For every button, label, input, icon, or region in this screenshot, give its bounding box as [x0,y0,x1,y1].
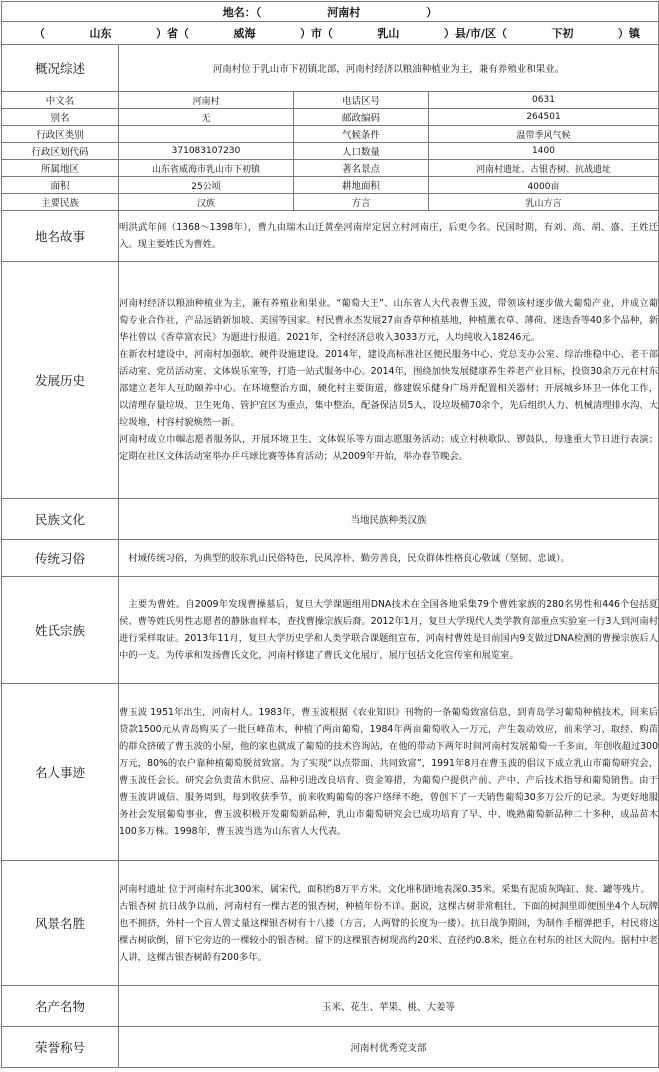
farmland-label: 耕地面积 [294,177,429,194]
phone-code-value: 0631 [429,92,659,109]
people-paragraph: 曹玉波 1951年出生，河南村人。1983年，曹玉波根据《农业知识》刊物的一条葡萄致富信息，到青岛学习葡萄种植技术，回来后贷款1500元从青岛购买了一批巨峰苗木，种植了两亩葡萄，1984年两亩葡萄收入一万元，产生轰动效应，前来学习、取经、购苗的群众挤破了曹玉波的小屋，他的家也就成了葡萄的技术咨询站，在他的带动下两年时间河南村发展葡萄一千多亩，年创收超过300万元，80%的农户靠种植葡萄脱贫致富。为了实现“以点带面、共同致富”，1991年8月在曹玉波的倡议下成立乳山市葡萄研究会，曹玉波任会长。研究会负责苗木供应、品种引进改良培育、资金筹措，为葡萄户提供产前、产中、产后技术指导和葡萄销售。由于曹玉波讲诚信、服务周到，每到收获季节，前来收购葡萄的客户络绎不绝，曾创下了一天销售葡萄30多万公斤的记录。为更好地服务社会发展葡萄事业，曹玉波积极开发葡萄新品种，乳山市葡萄研究会已成功培育了早、中、晚熟葡萄新品种二十多种，成品苗木100多万株。1998年，曹玉波当选为山东省人大代表。 [119,707,658,837]
area-value: 25公顷 [119,177,294,194]
address-part: ）县/市/区（ [443,27,507,40]
address-town: 下初 [551,27,574,40]
clan-text [119,577,659,684]
postal-code-value: 264501 [429,109,659,126]
history-paragraph: 河南村经济以粮油种植业为主，兼有养殖业和果业。“葡萄大王”、山东省人大代表曹玉波，带领该村逐步做大葡萄产业，并成立葡萄专业合作社，产品远销新加坡、美国等国家。村民曹永杰发展27亩香草种植基地，种植薰衣草、薄荷、迷迭香等40多个品种，新华社曾以《香草富农民》为题进行报道。2021年，全村经济总收入3033万元，人均纯收入18246元。 [119,298,658,343]
custom-text [119,540,659,577]
address-part: ）省（ [155,27,189,40]
address-city: 威海 [233,27,256,40]
products-text: 玉米、花生、苹果、桃、大姜等 [119,986,659,1027]
ethnic-label: 主要民族 [2,194,119,211]
region-value: 山东省威海市乳山市下初镇 [119,160,294,177]
chinese-name-value: 河南村 [119,92,294,109]
ethnic-value: 汉族 [119,194,294,211]
region-label: 所属地区 [2,160,119,177]
scenery-text [119,861,659,986]
address-part: （ [34,27,45,40]
division-code-value: 371083107230 [119,143,294,160]
farmland-value: 4000亩 [429,177,659,194]
population-value: 1400 [429,143,659,160]
address-row [2,22,659,45]
village-info-sheet [1,1,659,1068]
scenery-paragraph: 古银杏树 抗日战争以前，河南村有一棵古老的银杏树，种植年份不详。据说，这棵古树非常粗壮，下面的树洞里即便围坐4个人玩牌也不拥挤，外村一个盲人曾丈量这棵银杏树有十八搂（方言，人两臂的长度为一搂）。抗日战争期间，为制作手榴弹把手，村民将这棵古树砍倒，留下它旁边的一棵较小的银杏树。留下的这棵银杏树现高约20米、直径约0.8米，挺立在村东的社区大院内。据村中老人讲，这棵古银杏树龄有200多年。 [119,900,658,963]
dialect-label: 方言 [294,194,429,211]
honors-text: 河南村优秀党支部 [119,1027,659,1068]
population-label: 人口数量 [294,143,429,160]
custom-paragraph: 村域传统习俗，为典型的胶东乳山民俗特色，民风淳朴、勤劳善良，民众群体性格良心敬诚（坚韧、忠诚）。 [128,552,570,564]
history-text [119,262,659,499]
scenery-paragraph: 河南村遗址 位于河南村东北300米，属宋代，面积约8万平方米。文化堆积距地表深0.35米。采集有泥质灰陶缸、瓮、罐等残片。 [119,883,650,895]
honors-label: 荣誉称号 [2,1027,119,1068]
clan-paragraph: 主要为曹姓。自2009年发现曹操墓后，复旦大学课题组用DNA技术在全国各地采集79个曹姓家族的280名男性和446个包括夏侯、曹等姓氏男性志愿者的静脉血样本，查找曹操宗族后裔。2012年1月，复旦大学现代人类学教育部重点实验室一行3人到河南村进行采样取证。2013年11月，复旦大学历史学和人类学联合课题组宣布，河南村曹姓是目前国内9支做过DNA检测的曹操宗族后人中的一支。为传承和发扬曹氏文化，河南村修建了曹氏文化展厅，展厅包括文化宣传室和展览室。 [119,599,658,661]
products-label: 名产名物 [2,986,119,1027]
place-name-title: 地名：（ 河南村 ） [2,2,659,22]
postal-code-label: 邮政编码 [294,109,429,126]
overview-text: 河南村位于乳山市下初镇北部，河南村经济以粮油种植业为主，兼有养殖业和果业。 [119,45,659,92]
story-paragraph: 明洪武年间（1368～1398年），曹九由瑞木山迁黄垒河南岸定居立村河南庄，后更今名。民国时期，有刘、高、胡、盛、王姓迁入。现主要姓氏为曹姓。 [119,222,658,250]
address-province: 山东 [89,27,112,40]
address-county: 乳山 [377,27,400,40]
alias-label: 别名 [2,109,119,126]
story-label: 地名故事 [2,211,119,262]
climate-label: 气候条件 [294,126,429,143]
overview-label: 概况综述 [2,45,119,92]
address-part: ）镇 [617,27,640,40]
history-paragraph: 在新农村建设中，河南村加强软、硬件设施建设。2014年，建设高标准社区便民服务中心、党总支办公室、综治维稳中心、老干部活动室、党员活动室、文体娱乐室等，打造一站式服务中心。2014年，围绕加快发展健康养生养老产业目标，投资30余万元在村东部建立老年人互助颐养中心。在环境整治方面，硬化村主要街道，修建娱乐健身广场并配置相关器材；开展城乡环卫一体化工作，以清理存量垃圾、卫生死角、管护宜区为重点，集中整治，配备保洁员5人，设垃圾桶70余个，先后组织人力、机械清理排水沟、大垃圾堆，村容村貌焕然一新。 [119,349,658,428]
phone-code-label: 电话区号 [294,92,429,109]
climate-value: 温带季风气候 [429,126,659,143]
sights-value: 河南村遗址、古银杏树、抗战遗址 [429,160,659,177]
culture-text: 当地民族种类汉族 [119,499,659,540]
custom-label: 传统习俗 [2,540,119,577]
chinese-name-label: 中文名 [2,92,119,109]
area-label: 面积 [2,177,119,194]
region-category-value [119,126,294,143]
region-category-label: 行政区类别 [2,126,119,143]
history-label: 发展历史 [2,262,119,499]
scenery-label: 风景名胜 [2,861,119,986]
people-text [119,684,659,861]
division-code-label: 行政区划代码 [2,143,119,160]
people-label: 名人事迹 [2,684,119,861]
story-text [119,211,659,262]
clan-label: 姓氏宗族 [2,577,119,684]
history-paragraph: 河南村成立巾帼志愿者服务队，开展环境卫生、文体娱乐等方面志愿服务活动；成立村秧歌队、锣鼓队，每逢重大节日进行表演；定期在社区文体活动室举办乒乓球比赛等体育活动；从2009年开始，举办春节晚会。 [119,434,658,462]
dialect-value: 乳山方言 [429,194,659,211]
address-part: ）市（ [299,27,333,40]
alias-value: 无 [119,109,294,126]
culture-label: 民族文化 [2,499,119,540]
sights-label: 著名景点 [294,160,429,177]
